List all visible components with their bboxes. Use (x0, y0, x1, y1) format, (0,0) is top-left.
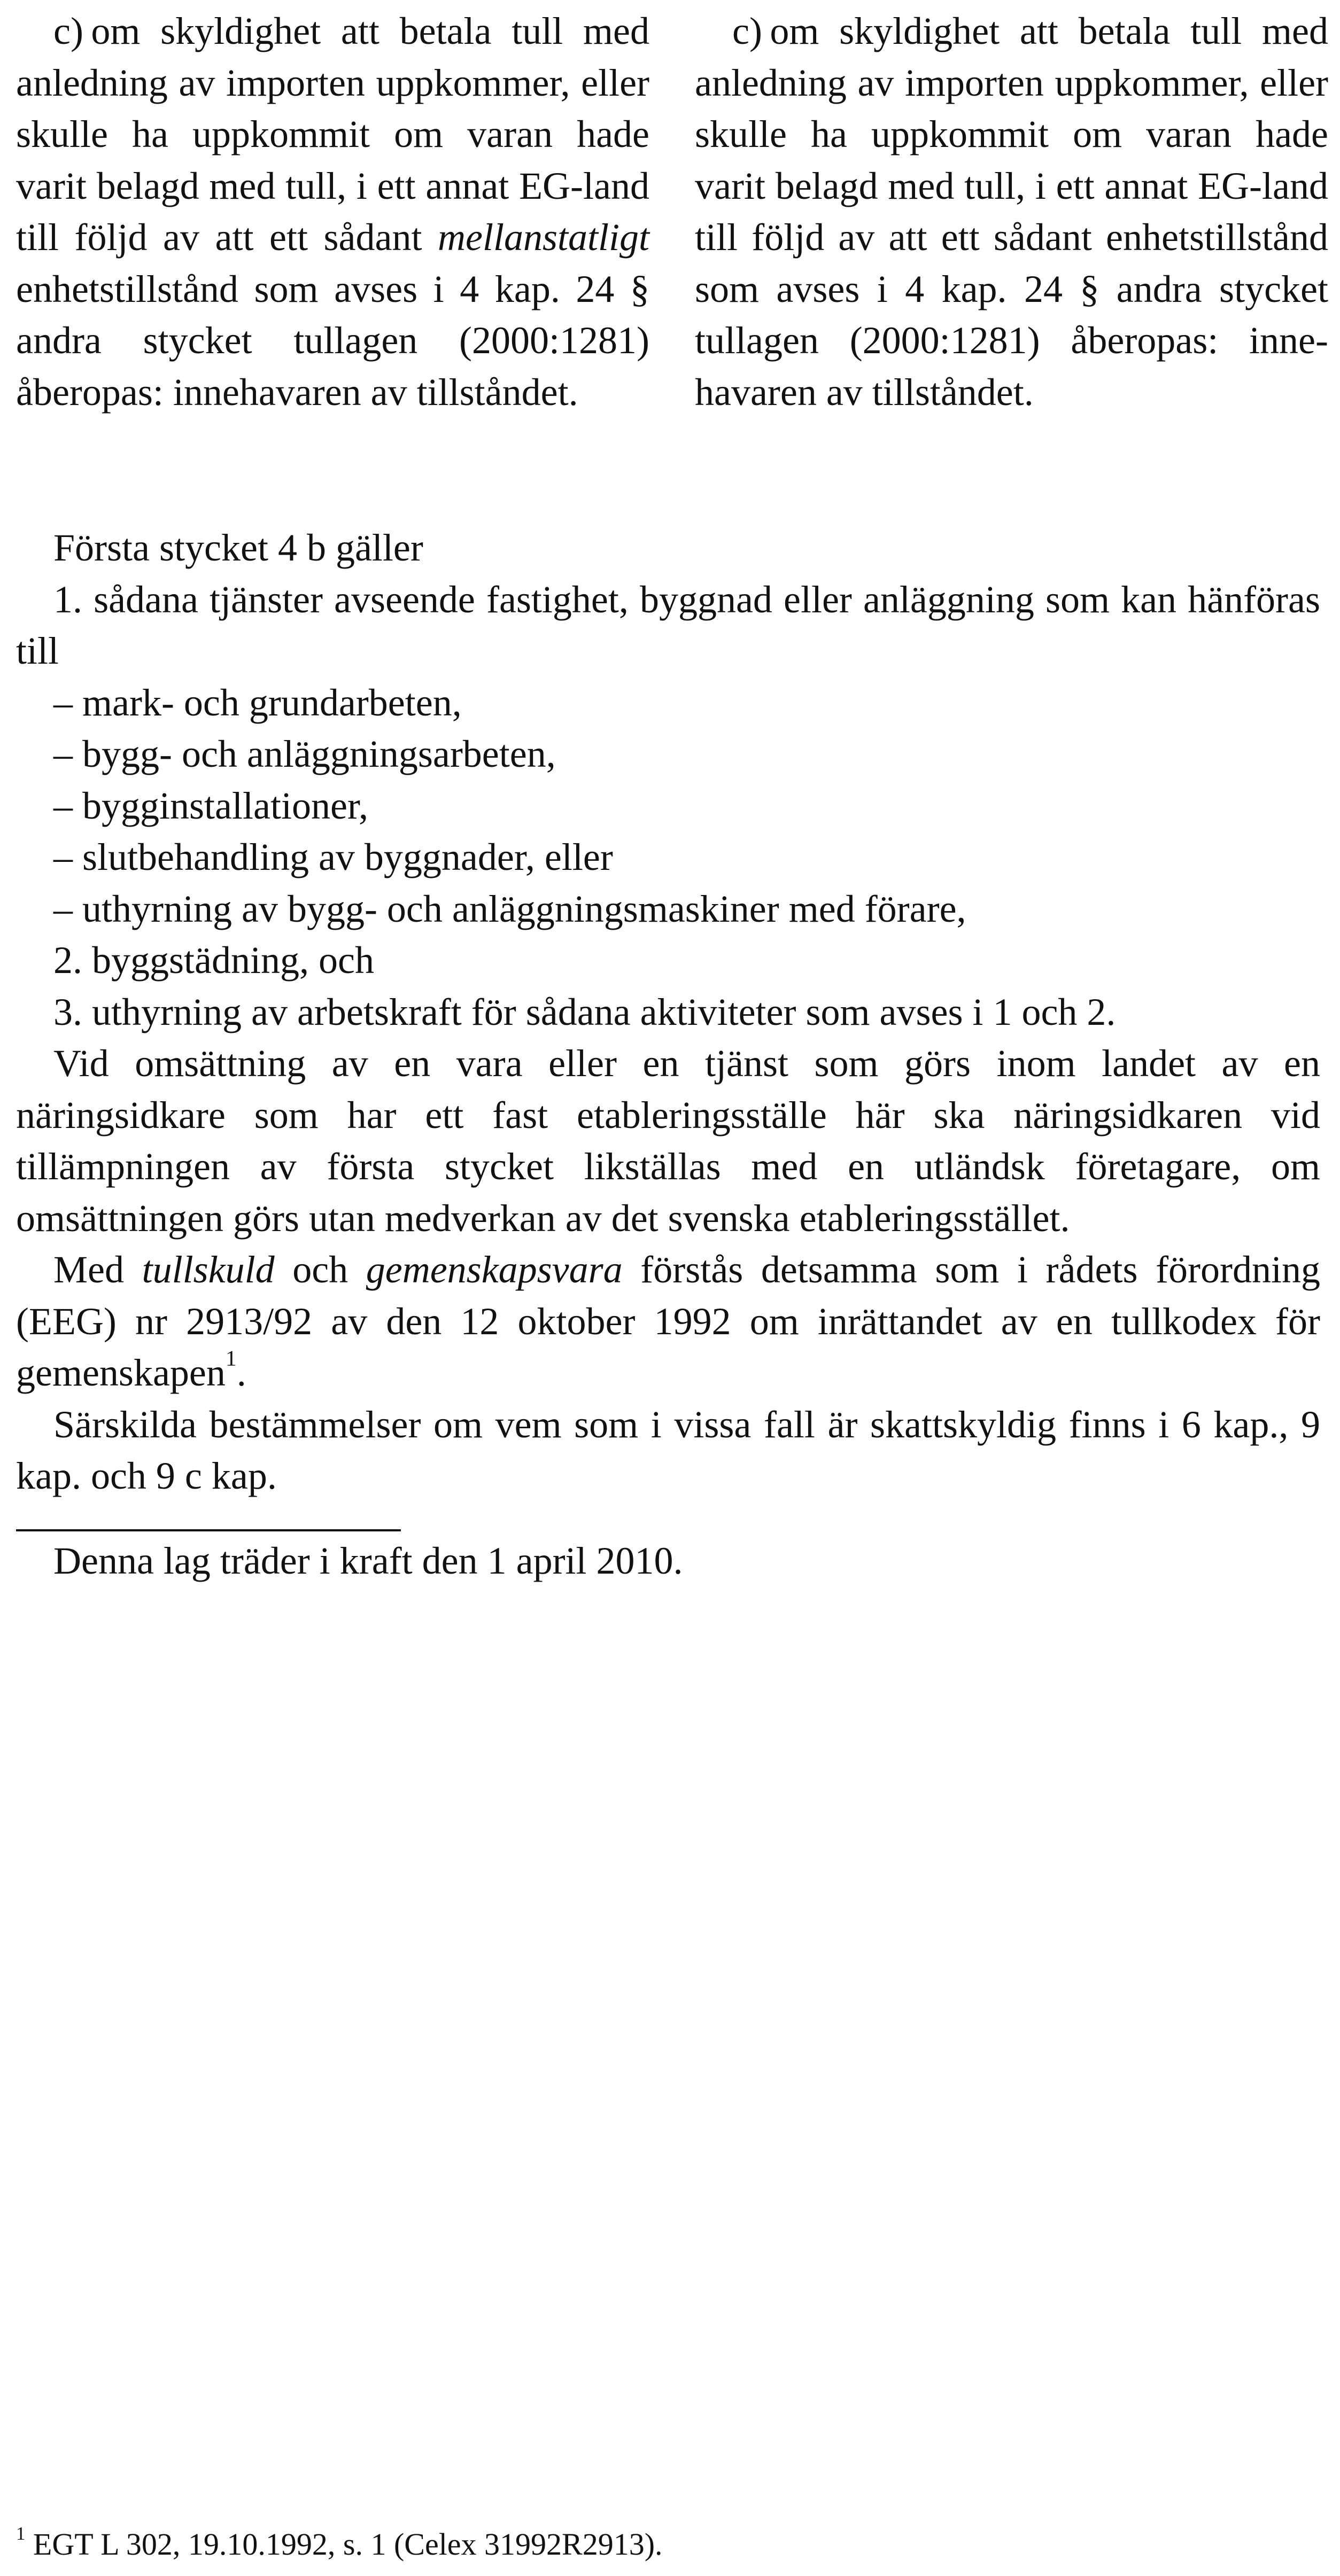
right-column-proposed-wording (695, 5, 1328, 418)
separator-rule (16, 1529, 401, 1531)
paragraph-text: förstås detsamma som i rådets förordning (EEG) nr 2913/92 av den 12 oktober 1992 om inrättandet av en tullkodex för gemenskapen (16, 1248, 1321, 1394)
intro-line: Första stycket 4 b gäller (53, 526, 423, 569)
footnote-marker: 1 (16, 2523, 26, 2544)
paragraph-sarskilda: Särskilda bestämmelser om vem som i vissa fall är skattskyldig finns i 6 kap., 9 kap. och 9 c kap. (16, 1403, 1320, 1497)
dash-item-1: – mark- och grundarbeten, (53, 681, 462, 724)
left-column-text-start: c) om skyldighet att betala tull med anledning av importen uppkommer, eller skulle ha uppkommit om varan hade varit belagd med tull, i ett annat EG-land till följd av att ett sådant (16, 10, 649, 259)
dash-item-4: – slutbehandling av byggnader, eller (53, 836, 613, 878)
left-column-emphasis: mellanstatligt (438, 216, 649, 259)
left-column-text-end: enhetstillstånd som avses i 4 kap. 24 § andra stycket tullagen (2000:1281) åberopas: innehavaren av tillståndet. (16, 267, 649, 414)
paragraph-text: Med (53, 1248, 142, 1291)
list-item-2: 2. byggstädning, och (53, 939, 374, 982)
footnote-reference[interactable]: 1 (225, 1346, 237, 1371)
paragraph-text: och (274, 1248, 366, 1291)
list-item-1: 1. sådana tjänster avseende fastighet, byggnad eller anläggning som kan hänföras till (16, 578, 1320, 672)
paragraph-med-tullskuld (16, 1244, 1320, 1399)
term-gemenskapsvara: gemenskapsvara (366, 1248, 623, 1291)
footnote (16, 2523, 663, 2566)
paragraph-vid-omsattning: Vid omsättning av en vara eller en tjänst som görs inom landet av en näringsidkare som har ett fast etableringsställe här ska näringsidkaren vid tillämpningen av första stycket likställas med en utländsk företagare, om omsättningen görs utan medverkan av det svenska etableringsstället. (16, 1042, 1320, 1240)
main-text (16, 522, 1320, 1502)
dash-item-2: – bygg- och anläggningsarbeten, (53, 733, 556, 775)
right-column-paragraph: c) om skyldighet att betala tull med anledning av importen uppkommer, eller skulle ha uppkommit om varan hade varit belagd med tull, i ett annat EG-land till följd av att ett sådant enhetstillstånd som avses i 4 kap. 24 § andra stycket tullagen (2000:1281) åberopas: innehavaren av tillståndet. (695, 10, 1328, 414)
left-column-paragraph (16, 5, 649, 418)
paragraph-text: . (236, 1351, 246, 1394)
term-tullskuld: tullskuld (142, 1248, 275, 1291)
enactment-clause: Denna lag träder i kraft den 1 april 2010. (53, 1539, 683, 1582)
dash-item-5: – uthyrning av bygg- och anläggningsmaskiner med förare, (53, 887, 966, 930)
list-item-3: 3. uthyrning av arbetskraft för sådana aktiviteter som avses i 1 och 2. (53, 990, 1116, 1033)
footnote-text: EGT L 302, 19.10.1992, s. 1 (Celex 31992R2913). (25, 2527, 663, 2562)
left-column-current-wording (16, 5, 649, 418)
dash-item-3: – bygginstallationer, (53, 784, 369, 827)
